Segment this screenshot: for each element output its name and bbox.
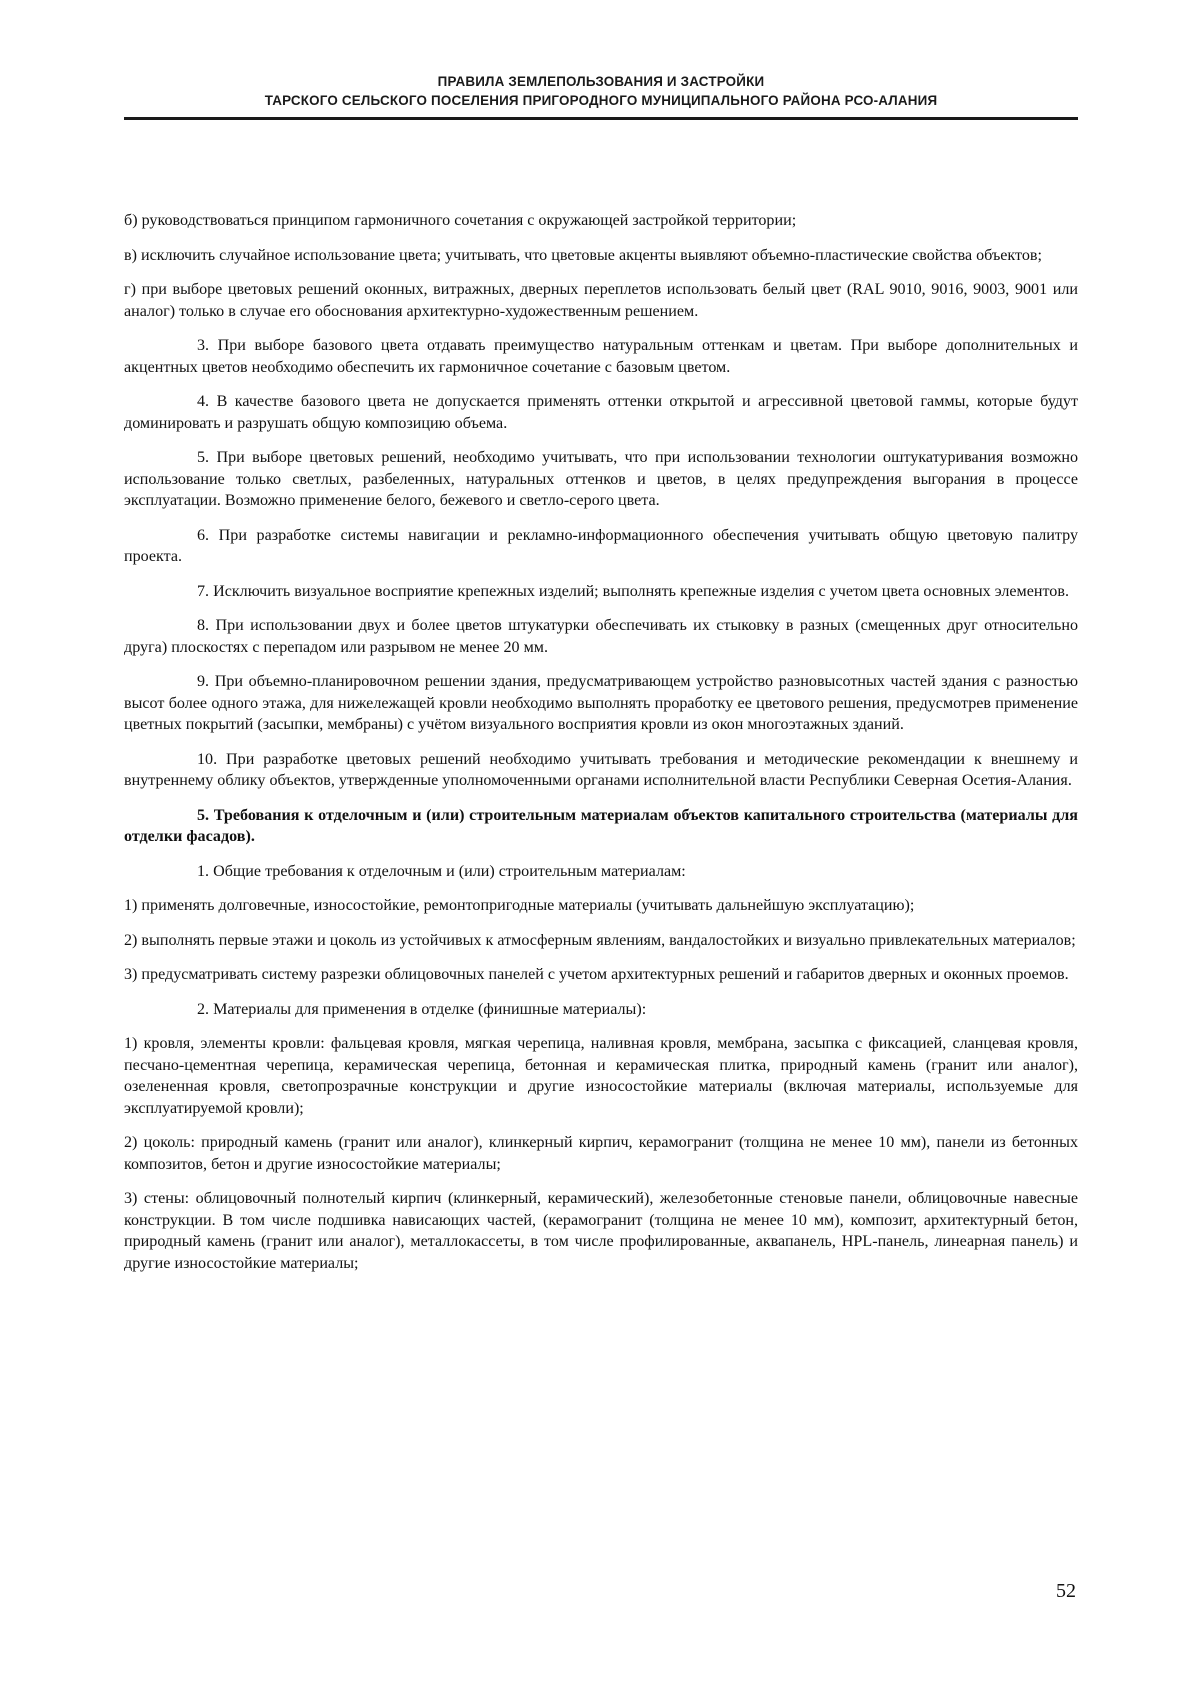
list-item-1: 1) применять долговечные, износостойкие, ремонтопригодные материалы (учитывать дальнейшую эксплуатацию); — [124, 897, 915, 914]
paragraph-7: 7. Исключить визуальное восприятие крепежных изделий; выполнять крепежные изделия с учетом цвета основных элементов. — [197, 582, 1069, 600]
paragraph-5: 5. При выборе цветовых решений, необходимо учитывать, что при использовании технологии оштукатуривания возможно использование только светлых, разбеленных, натуральных оттенков и цветов, в целях предупреждения выгорания в процессе эксплуатации. Возможно применение белого, бежевого и светло-серого цвета. — [124, 449, 1078, 509]
page-number: 52 — [1056, 1580, 1076, 1602]
paragraph-3: 3. При выборе базового цвета отдавать преимущество натуральным оттенкам и цветам. При выборе дополнительных и акцентных цветов необходимо обеспечить их гармоничное сочетание с базовым цветом. — [124, 337, 1078, 376]
section-heading-5: 5. Требования к отделочным и (или) строительным материалам объектов капитального строительства (материалы для отделки фасадов). — [124, 806, 1078, 845]
header-title-line1: ПРАВИЛА ЗЕМЛЕПОЛЬЗОВАНИЯ И ЗАСТРОЙКИ — [437, 74, 765, 89]
list-item-2: 2) выполнять первые этажи и цоколь из устойчивых к атмосферным явлениям, вандалостойких и визуально привлекательных материалов; — [124, 931, 1076, 949]
paragraph-10: 10. При разработке цветовых решений необходимо учитывать требования и методические рекомендации к внешнему и внутреннему облику объектов, утвержденные уполномоченными органами исполнительной власти Республики Северная Осетия-Алания. — [124, 750, 1078, 789]
paragraph-v: в) исключить случайное использование цвета; учитывать, что цветовые акценты выявляют объемно-пластические свойства объектов; — [124, 246, 1042, 264]
paragraph-6: 6. При разработке системы навигации и рекламно-информационного обеспечения учитывать общую цветовую палитру проекта. — [124, 526, 1078, 565]
paragraph-general-requirements: 1. Общие требования к отделочным и (или) строительным материалам: — [197, 862, 686, 880]
running-header — [124, 72, 1078, 110]
paragraph-9: 9. При объемно-планировочном решении здания, предусматривающем устройство разновысотных частей здания с разностью высот более одного этажа, для нижележащей кровли необходимо выполнять проработку ее цветового решения, предусмотрев применение цветных покрытий (засыпки, мембраны) с учётом визуального восприятия кровли из окон многоэтажных зданий. — [124, 673, 1078, 733]
materials-item-roof: 1) кровля, элементы кровли: фальцевая кровля, мягкая черепица, наливная кровля, мембрана, засыпка с фиксацией, сланцевая кровля, песчано-цементная черепица, керамическая черепица, бетонная и керамическая плитка, природный камень (гранит или аналог), озелененная кровля, светопрозрачные конструкции и другие износостойкие материалы (включая материалы, используемые для эксплуатируемой кровли); — [124, 1035, 1078, 1117]
body-text — [124, 210, 1078, 1287]
header-rule — [124, 117, 1078, 120]
paragraph-b: б) руководствоваться принципом гармоничного сочетания с окружающей застройкой территории; — [124, 212, 797, 229]
materials-item-walls: 3) стены: облицовочный полнотелый кирпич (клинкерный, керамический), железобетонные стеновые панели, облицовочные навесные конструкции. В том числе подшивка нависающих частей, (керамогранит (толщина не менее 10 мм), композит, архитектурный бетон, природный камень (гранит или аналог), металлокассеты, в том числе профилированные, аквапанель, HPL-панель, линеарная панель) и другие износостойкие материалы; — [124, 1190, 1078, 1272]
paragraph-finishing-materials: 2. Материалы для применения в отделке (финишные материалы): — [197, 1000, 647, 1018]
paragraph-4: 4. В качестве базового цвета не допускается применять оттенки открытой и агрессивной цветовой гаммы, которые будут доминировать и разрушать общую композицию объема. — [124, 393, 1078, 432]
paragraph-8: 8. При использовании двух и более цветов штукатурки обеспечивать их стыковку в разных (смещенных друг относительно друга) плоскостях с перепадом или разрывом не менее 20 мм. — [124, 617, 1078, 656]
list-item-3: 3) предусматривать систему разрезки облицовочных панелей с учетом архитектурных решений и габаритов дверных и оконных проемов. — [124, 966, 1069, 983]
header-title-line2: ТАРСКОГО СЕЛЬСКОГО ПОСЕЛЕНИЯ ПРИГОРОДНОГО МУНИЦИПАЛЬНОГО РАЙОНА РСО-АЛАНИЯ — [264, 93, 938, 108]
materials-item-plinth: 2) цоколь: природный камень (гранит или аналог), клинкерный кирпич, керамогранит (толщина не менее 10 мм), панели из бетонных композитов, бетон и другие износостойкие материалы; — [124, 1134, 1078, 1173]
paragraph-g: г) при выборе цветовых решений оконных, витражных, дверных переплетов использовать белый цвет (RAL 9010, 9016, 9003, 9001 или аналог) только в случае его обоснования архитектурно-художественным решением. — [124, 281, 1078, 320]
